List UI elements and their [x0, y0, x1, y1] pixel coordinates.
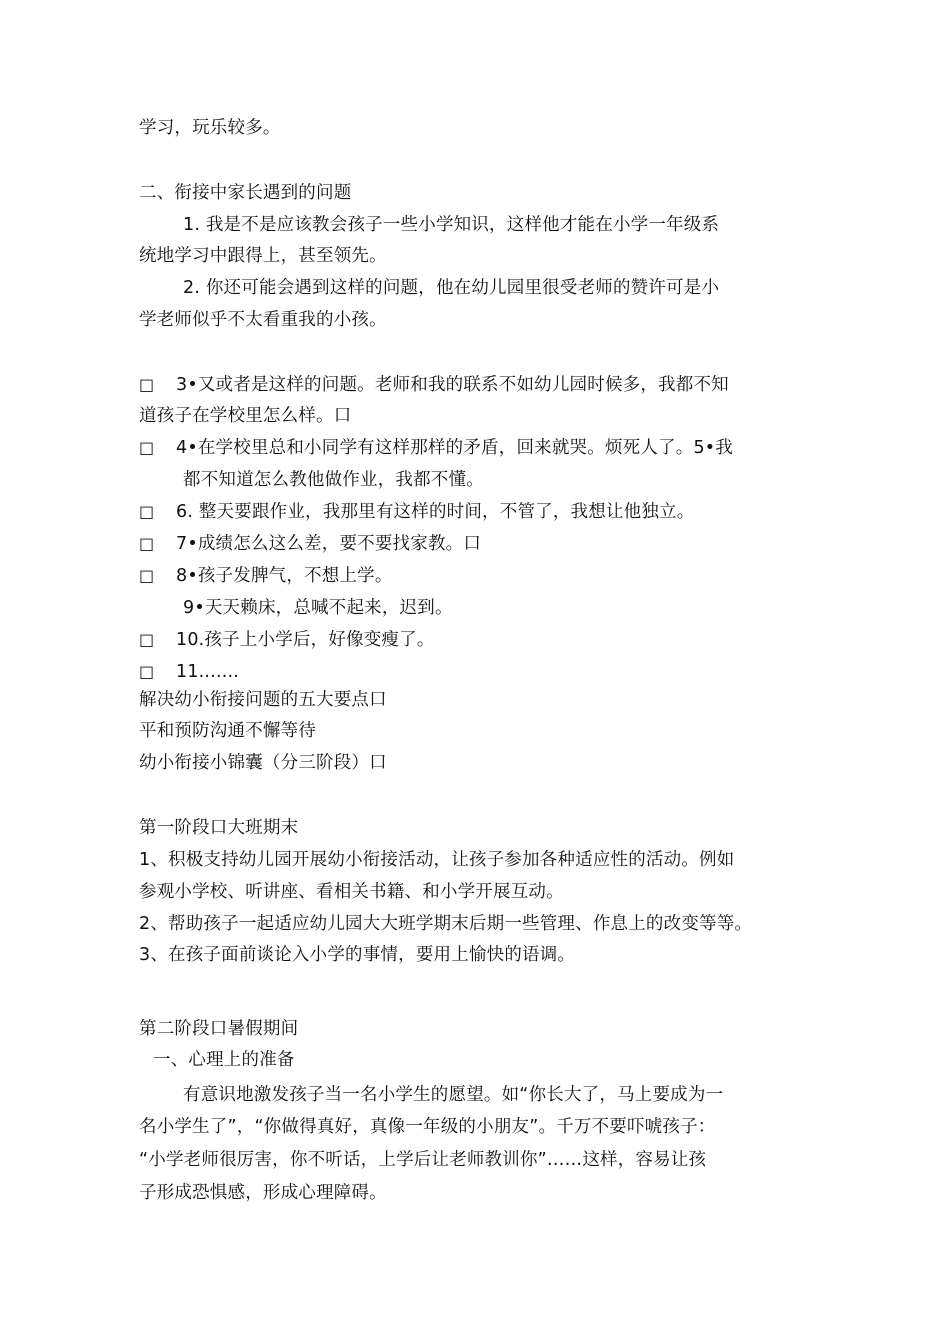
text-line: 平和预防沟通不懈等待 — [139, 721, 316, 741]
text-line: 学老师似乎不太看重我的小孩。 — [139, 310, 387, 330]
text-line: 幼小衔接小锦囊（分三阶段）口 — [139, 753, 387, 773]
list-item: 7•成绩怎么这么差，要不要找家教。口 — [176, 534, 482, 554]
stage-heading: 第二阶段口暑假期间 — [139, 1019, 299, 1039]
checkbox-bullet-icon: □ — [139, 566, 155, 585]
text-line: 子形成恐惧感，形成心理障碍。 — [139, 1183, 387, 1203]
list-item: 9•天天赖床，总喊不起来，迟到。 — [183, 598, 453, 618]
checkbox-bullet-icon: □ — [139, 502, 155, 521]
text-line: 2、帮助孩子一起适应幼儿园大大班学期末后期一些管理、作息上的改变等等。 — [139, 914, 753, 934]
text-line: 学习，玩乐较多。 — [139, 118, 281, 138]
list-item: 8•孩子发脾气，不想上学。 — [176, 566, 393, 586]
text-line: “小学老师很厉害，你不听话，上学后让老师教训你”……这样，容易让孩 — [139, 1150, 707, 1170]
checkbox-bullet-icon: □ — [139, 534, 155, 553]
stage-heading: 第一阶段口大班期末 — [139, 818, 299, 838]
checkbox-bullet-icon: □ — [139, 438, 155, 457]
text-line: 解决幼小衔接问题的五大要点口 — [139, 690, 387, 710]
list-item: 3•又或者是这样的问题。老师和我的联系不如幼儿园时候多，我都不知 — [176, 375, 729, 395]
list-item-continuation: 道孩子在学校里怎么样。口 — [139, 406, 352, 426]
text-line: 2. 你还可能会遇到这样的问题，他在幼儿园里很受老师的赞许可是小 — [183, 278, 720, 298]
list-item: 6. 整天要跟作业，我那里有这样的时间，不管了，我想让他独立。 — [176, 502, 695, 522]
text-line: 参观小学校、听讲座、看相关书籍、和小学开展互动。 — [139, 882, 564, 902]
text-line: 1. 我是不是应该教会孩子一些小学知识，这样他才能在小学一年级系 — [183, 215, 720, 235]
checkbox-bullet-icon: □ — [139, 662, 155, 681]
list-item-continuation: 都不知道怎么教他做作业，我都不懂。 — [183, 470, 484, 490]
list-item: 11....... — [176, 662, 240, 682]
checkbox-bullet-icon: □ — [139, 630, 155, 649]
list-item: 4•在学校里总和小同学有这样那样的矛盾，回来就哭。烦死人了。5•我 — [176, 438, 734, 458]
text-line: 3、在孩子面前谈论入小学的事情，要用上愉快的语调。 — [139, 945, 576, 965]
list-item: 10.孩子上小学后，好像变瘦了。 — [176, 630, 435, 650]
text-line: 1、积极支持幼儿园开展幼小衔接活动，让孩子参加各种适应性的活动。例如 — [139, 850, 735, 870]
text-line: 统地学习中跟得上，甚至领先。 — [139, 246, 387, 266]
checkbox-bullet-icon: □ — [139, 375, 155, 394]
text-line: 有意识地激发孩子当一名小学生的愿望。如“你长大了，马上要成为一 — [183, 1085, 724, 1105]
subsection-heading: 一、心理上的准备 — [153, 1050, 295, 1070]
section-heading: 二、衔接中家长遇到的问题 — [139, 183, 352, 203]
text-line: 名小学生了”，“你做得真好，真像一年级的小朋友”。千万不要吓唬孩子： — [139, 1117, 716, 1137]
